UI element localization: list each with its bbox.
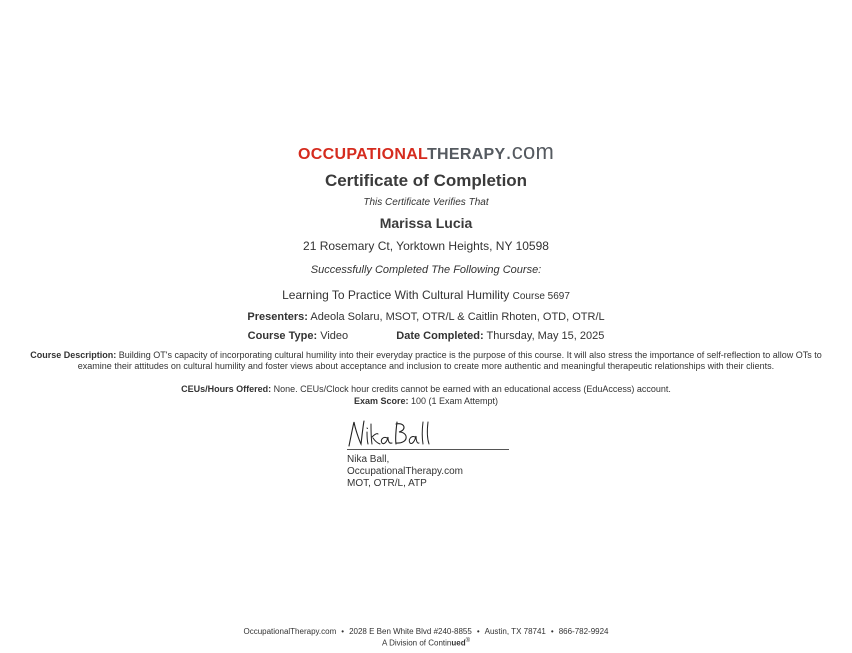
presenters-line xyxy=(0,311,852,323)
date-completed-label: Date Completed: xyxy=(396,330,484,342)
presenters-value: Adeola Solaru, MSOT, OTR/L & Caitlin Rhoten, OTD, OTR/L xyxy=(310,311,605,323)
footer-site: OccupationalTherapy.com xyxy=(243,627,337,636)
course-number: Course 5697 xyxy=(512,291,570,302)
description-text: Building OT's capacity of incorporating cultural humility into their everyday practice is the purpose of this course. It will also stress the importance of self-reflection to allow OTs to examine their attitudes on cultural humility and foster views about acceptance and inclusion to create more authentic and meaningful therapeutic relationships with their clients. xyxy=(77,350,822,371)
footer-separator: • xyxy=(476,627,480,636)
completed-text: Successfully Completed The Following Course: xyxy=(310,264,542,276)
ceus-line xyxy=(0,384,852,394)
signer-name: Nika Ball, xyxy=(347,454,390,465)
course-description xyxy=(20,350,832,372)
ceus-label: CEUs/Hours Offered: xyxy=(181,384,272,394)
logo-dotcom: .com xyxy=(505,139,554,164)
exam-score-line xyxy=(0,396,852,406)
division-brand: ued xyxy=(451,638,466,648)
footer-street: 2028 E Ben White Blvd #240-8855 xyxy=(349,627,472,636)
course-type-date-line xyxy=(0,330,852,342)
signer-block xyxy=(347,454,463,490)
signature-image xyxy=(345,418,435,450)
brand-logo xyxy=(0,137,852,166)
verifies-text: This Certificate Verifies That xyxy=(363,197,489,208)
course-type-label: Course Type: xyxy=(247,330,318,342)
footer-separator: • xyxy=(550,627,554,636)
description-label: Course Description: xyxy=(30,350,117,360)
signer-organization: OccupationalTherapy.com xyxy=(347,466,463,477)
course-type-value: Video xyxy=(320,330,349,342)
footer-city: Austin, TX 78741 xyxy=(484,627,546,636)
logo-therapy: therapy xyxy=(426,138,506,164)
course-title: Learning To Practice With Cultural Humility xyxy=(282,288,510,302)
division-prefix: A Division of Contin xyxy=(381,638,452,648)
footer-separator: • xyxy=(341,627,345,636)
footer-contact xyxy=(0,627,852,636)
ceus-value: None. CEUs/Clock hour credits cannot be earned with an educational access (EduAccess) account. xyxy=(273,384,671,394)
division-mark: ® xyxy=(465,638,471,644)
recipient-address: 21 Rosemary Ct, Yorktown Heights, NY 10598 xyxy=(303,239,549,253)
exam-score-label: Exam Score: xyxy=(353,396,409,406)
presenters-label: Presenters: xyxy=(247,311,308,323)
signer-credentials: MOT, OTR/L, ATP xyxy=(347,478,427,489)
logo-occupational: occupational xyxy=(298,138,427,164)
recipient-name: Marissa Lucia xyxy=(379,215,473,231)
signature-line xyxy=(347,449,509,450)
certificate-title: Certificate of Completion xyxy=(324,171,528,190)
date-completed-value: Thursday, May 15, 2025 xyxy=(486,330,605,342)
course-line xyxy=(0,288,852,302)
exam-score-value: 100 (1 Exam Attempt) xyxy=(411,396,499,406)
footer-phone: 866-782-9924 xyxy=(558,627,609,636)
footer-division xyxy=(0,638,852,648)
